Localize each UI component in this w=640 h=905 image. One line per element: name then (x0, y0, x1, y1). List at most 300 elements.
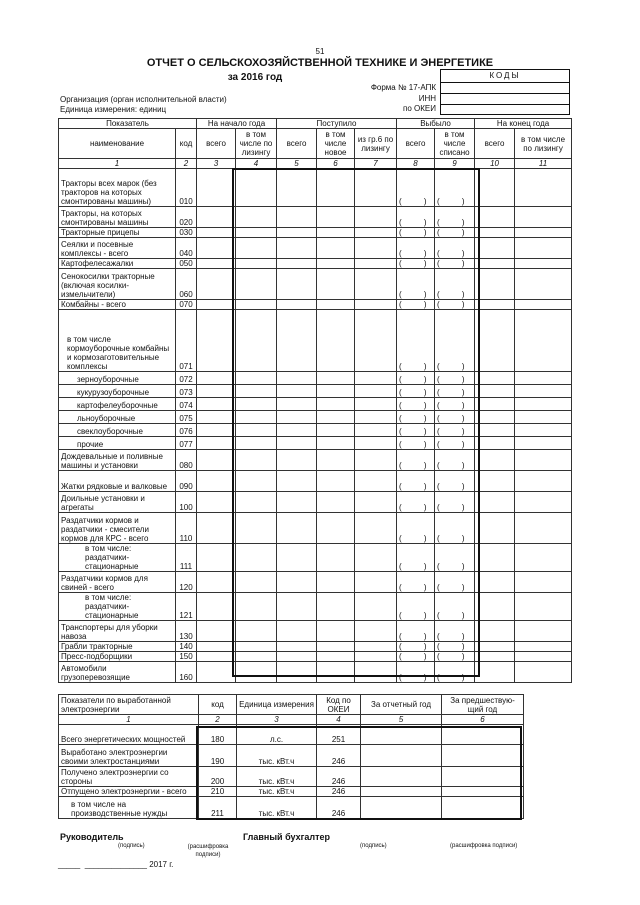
value-cell[interactable] (355, 411, 397, 424)
value-cell[interactable] (236, 385, 277, 398)
value-cell[interactable] (197, 169, 236, 207)
value-cell[interactable] (475, 300, 515, 310)
value-cell[interactable] (515, 269, 572, 300)
value-cell[interactable] (475, 662, 515, 683)
value-cell[interactable] (475, 372, 515, 385)
paren-cell[interactable] (435, 207, 475, 228)
paren-cell[interactable] (397, 411, 435, 424)
table-row (59, 372, 572, 385)
value-cell[interactable] (515, 492, 572, 513)
table-row (59, 492, 572, 513)
energy-row (59, 787, 524, 797)
value-cell[interactable] (317, 398, 355, 411)
energy-col-number-2: 2 (199, 715, 237, 725)
value-cell[interactable] (355, 310, 397, 372)
value-cell[interactable] (197, 372, 236, 385)
paren-cell[interactable] (397, 259, 435, 269)
value-cell[interactable] (277, 385, 317, 398)
value-cell[interactable] (277, 471, 317, 492)
row-name: в том числе кормоуборочные комбайны и кормозаготовительные комплексы (59, 310, 176, 372)
paren-cell[interactable] (435, 269, 475, 300)
energy-okei: 246 (317, 745, 361, 767)
value-cell[interactable] (355, 300, 397, 310)
value-cell[interactable] (475, 269, 515, 300)
paren-cell[interactable] (397, 492, 435, 513)
value-cell[interactable] (197, 300, 236, 310)
value-cell[interactable] (475, 169, 515, 207)
row-name: Пресс-подборщики (59, 652, 176, 662)
group-header-start: На начало года (197, 119, 277, 129)
value-cell[interactable] (475, 593, 515, 621)
value-cell[interactable] (515, 471, 572, 492)
inn-cell[interactable] (441, 94, 569, 105)
paren-placeholder: ( ) (437, 562, 465, 571)
value-cell[interactable] (317, 238, 355, 259)
value-cell[interactable] (515, 372, 572, 385)
paren-cell[interactable] (397, 310, 435, 372)
value-cell[interactable] (515, 662, 572, 683)
paren-cell[interactable] (397, 238, 435, 259)
row-code: 076 (176, 424, 197, 437)
value-cell[interactable] (277, 544, 317, 572)
value-cell[interactable] (236, 300, 277, 310)
paren-cell[interactable] (435, 398, 475, 411)
value-cell[interactable] (515, 300, 572, 310)
value-cell[interactable] (197, 228, 236, 238)
energy-value-cell[interactable] (361, 797, 442, 819)
value-cell[interactable] (475, 492, 515, 513)
value-cell[interactable] (317, 207, 355, 228)
value-cell[interactable] (236, 621, 277, 642)
paren-placeholder: ( ) (437, 440, 465, 449)
row-code: 100 (176, 492, 197, 513)
value-cell[interactable] (317, 385, 355, 398)
value-cell[interactable] (277, 652, 317, 662)
value-cell[interactable] (515, 652, 572, 662)
value-cell[interactable] (317, 513, 355, 544)
energy-value-cell[interactable] (442, 745, 524, 767)
value-cell[interactable] (277, 662, 317, 683)
row-code: 080 (176, 450, 197, 471)
value-cell[interactable] (197, 437, 236, 450)
paren-cell[interactable] (435, 385, 475, 398)
paren-cell[interactable] (435, 372, 475, 385)
value-cell[interactable] (236, 228, 277, 238)
value-cell[interactable] (475, 513, 515, 544)
value-cell[interactable] (277, 228, 317, 238)
form-code-cell[interactable] (441, 83, 569, 94)
value-cell[interactable] (355, 259, 397, 269)
value-cell[interactable] (277, 259, 317, 269)
paren-cell[interactable] (435, 544, 475, 572)
paren-cell[interactable] (397, 207, 435, 228)
value-cell[interactable] (277, 492, 317, 513)
value-cell[interactable] (475, 450, 515, 471)
value-cell[interactable] (277, 411, 317, 424)
value-cell[interactable] (515, 572, 572, 593)
paren-placeholder: ( ) (399, 461, 427, 470)
value-cell[interactable] (277, 372, 317, 385)
value-cell[interactable] (236, 642, 277, 652)
value-cell[interactable] (475, 238, 515, 259)
value-cell[interactable] (236, 652, 277, 662)
value-cell[interactable] (197, 642, 236, 652)
paren-placeholder: ( ) (437, 362, 465, 371)
paren-placeholder: ( ) (399, 482, 427, 491)
value-cell[interactable] (355, 238, 397, 259)
value-cell[interactable] (236, 424, 277, 437)
okei-cell[interactable] (441, 105, 569, 115)
row-name: Жатки рядковые и валковые (59, 471, 176, 492)
paren-cell[interactable] (435, 437, 475, 450)
value-cell[interactable] (515, 238, 572, 259)
value-cell[interactable] (355, 372, 397, 385)
paren-placeholder: ( ) (437, 388, 465, 397)
energy-header-okei: Код по ОКЕИ (317, 695, 361, 715)
value-cell[interactable] (277, 207, 317, 228)
value-cell[interactable] (236, 572, 277, 593)
energy-value-cell[interactable] (442, 787, 524, 797)
value-cell[interactable] (475, 424, 515, 437)
value-cell[interactable] (355, 642, 397, 652)
paren-cell[interactable] (435, 513, 475, 544)
value-cell[interactable] (236, 207, 277, 228)
paren-placeholder: ( ) (399, 362, 427, 371)
value-cell[interactable] (197, 471, 236, 492)
value-cell[interactable] (475, 652, 515, 662)
head-label: Руководитель (60, 832, 124, 842)
value-cell[interactable] (475, 310, 515, 372)
value-cell[interactable] (277, 269, 317, 300)
value-cell[interactable] (277, 572, 317, 593)
page-number: 51 (315, 47, 325, 56)
paren-placeholder: ( ) (399, 611, 427, 620)
value-cell[interactable] (317, 572, 355, 593)
value-cell[interactable] (197, 259, 236, 269)
value-cell[interactable] (475, 544, 515, 572)
value-cell[interactable] (277, 169, 317, 207)
value-cell[interactable] (515, 513, 572, 544)
value-cell[interactable] (277, 593, 317, 621)
value-cell[interactable] (475, 259, 515, 269)
value-cell[interactable] (197, 238, 236, 259)
paren-cell[interactable] (397, 300, 435, 310)
value-cell[interactable] (515, 544, 572, 572)
col-number-5: 5 (277, 159, 317, 169)
value-cell[interactable] (475, 621, 515, 642)
energy-value-cell[interactable] (442, 725, 524, 745)
value-cell[interactable] (236, 411, 277, 424)
paren-cell[interactable] (397, 544, 435, 572)
paren-cell[interactable] (397, 437, 435, 450)
value-cell[interactable] (355, 593, 397, 621)
value-cell[interactable] (277, 398, 317, 411)
value-cell[interactable] (355, 544, 397, 572)
value-cell[interactable] (236, 513, 277, 544)
value-cell[interactable] (475, 385, 515, 398)
value-cell[interactable] (355, 169, 397, 207)
value-cell[interactable] (277, 300, 317, 310)
energy-value-cell[interactable] (361, 745, 442, 767)
value-cell[interactable] (515, 207, 572, 228)
value-cell[interactable] (317, 593, 355, 621)
table-row (59, 424, 572, 437)
value-cell[interactable] (475, 411, 515, 424)
value-cell[interactable] (236, 471, 277, 492)
paren-cell[interactable] (397, 621, 435, 642)
value-cell[interactable] (197, 652, 236, 662)
value-cell[interactable] (515, 424, 572, 437)
value-cell[interactable] (197, 593, 236, 621)
value-cell[interactable] (236, 238, 277, 259)
value-cell[interactable] (277, 450, 317, 471)
value-cell[interactable] (197, 411, 236, 424)
paren-cell[interactable] (397, 169, 435, 207)
value-cell[interactable] (515, 450, 572, 471)
value-cell[interactable] (355, 492, 397, 513)
paren-placeholder: ( ) (399, 401, 427, 410)
paren-cell[interactable] (435, 642, 475, 652)
paren-cell[interactable] (435, 424, 475, 437)
paren-cell[interactable] (435, 259, 475, 269)
energy-value-cell[interactable] (361, 725, 442, 745)
value-cell[interactable] (317, 372, 355, 385)
accountant-label: Главный бухгалтер (243, 832, 331, 842)
value-cell[interactable] (277, 621, 317, 642)
table-row (59, 437, 572, 450)
value-cell[interactable] (317, 259, 355, 269)
value-cell[interactable] (197, 385, 236, 398)
paren-cell[interactable] (397, 471, 435, 492)
value-cell[interactable] (355, 269, 397, 300)
value-cell[interactable] (317, 228, 355, 238)
value-cell[interactable] (236, 662, 277, 683)
row-code: 110 (176, 513, 197, 544)
row-name: льноуборочные (59, 411, 176, 424)
value-cell[interactable] (515, 411, 572, 424)
value-cell[interactable] (197, 492, 236, 513)
energy-row (59, 767, 524, 787)
value-cell[interactable] (236, 450, 277, 471)
paren-cell[interactable] (397, 593, 435, 621)
value-cell[interactable] (236, 259, 277, 269)
value-cell[interactable] (236, 310, 277, 372)
value-cell[interactable] (236, 372, 277, 385)
energy-unit: тыс. кВт.ч (237, 745, 317, 767)
paren-cell[interactable] (435, 572, 475, 593)
col-number-9: 9 (435, 159, 475, 169)
value-cell[interactable] (515, 169, 572, 207)
paren-cell[interactable] (397, 269, 435, 300)
paren-cell[interactable] (397, 372, 435, 385)
value-cell[interactable] (277, 513, 317, 544)
energy-row (59, 797, 524, 819)
row-name: Тракторы всех марок (без тракторов на которых смонтированы машины) (59, 169, 176, 207)
value-cell[interactable] (317, 544, 355, 572)
value-cell[interactable] (355, 424, 397, 437)
value-cell[interactable] (236, 269, 277, 300)
paren-cell[interactable] (397, 228, 435, 238)
value-cell[interactable] (236, 169, 277, 207)
row-name: Сеялки и посевные комплексы - всего (59, 238, 176, 259)
paren-cell[interactable] (397, 424, 435, 437)
col-header-10: всего (475, 129, 515, 159)
value-cell[interactable] (355, 471, 397, 492)
row-name: Грабли тракторные (59, 642, 176, 652)
value-cell[interactable] (197, 424, 236, 437)
paren-cell[interactable] (397, 652, 435, 662)
value-cell[interactable] (475, 471, 515, 492)
value-cell[interactable] (475, 572, 515, 593)
energy-value-cell[interactable] (442, 797, 524, 819)
value-cell[interactable] (317, 310, 355, 372)
value-cell[interactable] (317, 652, 355, 662)
value-cell[interactable] (277, 310, 317, 372)
paren-cell[interactable] (397, 385, 435, 398)
paren-cell[interactable] (435, 238, 475, 259)
value-cell[interactable] (236, 492, 277, 513)
energy-value-cell[interactable] (361, 787, 442, 797)
value-cell[interactable] (515, 593, 572, 621)
table-row (59, 513, 572, 544)
value-cell[interactable] (317, 411, 355, 424)
paren-cell[interactable] (435, 310, 475, 372)
energy-name: Отпущено электроэнергии - всего (59, 787, 199, 797)
value-cell[interactable] (317, 269, 355, 300)
value-cell[interactable] (317, 642, 355, 652)
row-code: 072 (176, 372, 197, 385)
paren-cell[interactable] (435, 228, 475, 238)
value-cell[interactable] (355, 662, 397, 683)
col-number-10: 10 (475, 159, 515, 169)
value-cell[interactable] (515, 259, 572, 269)
value-cell[interactable] (236, 544, 277, 572)
value-cell[interactable] (317, 621, 355, 642)
paren-cell[interactable] (435, 492, 475, 513)
value-cell[interactable] (515, 398, 572, 411)
value-cell[interactable] (515, 228, 572, 238)
paren-cell[interactable] (435, 652, 475, 662)
row-code: 074 (176, 398, 197, 411)
value-cell[interactable] (355, 513, 397, 544)
energy-value-cell[interactable] (442, 767, 524, 787)
paren-placeholder: ( ) (399, 414, 427, 423)
value-cell[interactable] (317, 437, 355, 450)
value-cell[interactable] (277, 437, 317, 450)
paren-cell[interactable] (435, 169, 475, 207)
energy-value-cell[interactable] (361, 767, 442, 787)
value-cell[interactable] (197, 544, 236, 572)
row-code: 040 (176, 238, 197, 259)
value-cell[interactable] (475, 207, 515, 228)
value-cell[interactable] (355, 621, 397, 642)
paren-cell[interactable] (397, 450, 435, 471)
value-cell[interactable] (515, 621, 572, 642)
paren-placeholder: ( ) (437, 583, 465, 592)
value-cell[interactable] (475, 437, 515, 450)
value-cell[interactable] (515, 642, 572, 652)
value-cell[interactable] (197, 398, 236, 411)
value-cell[interactable] (197, 513, 236, 544)
value-cell[interactable] (355, 572, 397, 593)
paren-cell[interactable] (435, 593, 475, 621)
value-cell[interactable] (236, 593, 277, 621)
value-cell[interactable] (197, 450, 236, 471)
value-cell[interactable] (317, 450, 355, 471)
value-cell[interactable] (355, 437, 397, 450)
value-cell[interactable] (355, 207, 397, 228)
paren-placeholder: ( ) (399, 290, 427, 299)
signature-date: _____ ______________ 2017 г. (58, 860, 174, 869)
paren-cell[interactable] (435, 662, 475, 683)
value-cell[interactable] (317, 662, 355, 683)
value-cell[interactable] (197, 310, 236, 372)
value-cell[interactable] (317, 492, 355, 513)
value-cell[interactable] (355, 398, 397, 411)
paren-placeholder: ( ) (399, 503, 427, 512)
value-cell[interactable] (475, 228, 515, 238)
value-cell[interactable] (355, 385, 397, 398)
value-cell[interactable] (197, 572, 236, 593)
value-cell[interactable] (317, 471, 355, 492)
paren-cell[interactable] (435, 300, 475, 310)
value-cell[interactable] (515, 385, 572, 398)
row-name: Дождевальные и поливные машины и установки (59, 450, 176, 471)
value-cell[interactable] (197, 269, 236, 300)
row-name: свеклоуборочные (59, 424, 176, 437)
value-cell[interactable] (515, 437, 572, 450)
paren-cell[interactable] (397, 513, 435, 544)
value-cell[interactable] (236, 398, 277, 411)
paren-cell[interactable] (397, 398, 435, 411)
paren-cell[interactable] (435, 621, 475, 642)
col-header-3: всего (197, 129, 236, 159)
value-cell[interactable] (277, 238, 317, 259)
row-name: Тракторы, на которых смонтированы машины (59, 207, 176, 228)
paren-placeholder: ( ) (437, 375, 465, 384)
paren-cell[interactable] (397, 642, 435, 652)
value-cell[interactable] (355, 450, 397, 471)
value-cell[interactable] (277, 642, 317, 652)
report-period: за 2016 год (227, 72, 283, 83)
value-cell[interactable] (197, 621, 236, 642)
value-cell[interactable] (236, 437, 277, 450)
row-name: зерноуборочные (59, 372, 176, 385)
value-cell[interactable] (317, 300, 355, 310)
paren-cell[interactable] (397, 572, 435, 593)
paren-cell[interactable] (435, 471, 475, 492)
value-cell[interactable] (475, 398, 515, 411)
machinery-table (58, 118, 572, 683)
paren-cell[interactable] (397, 662, 435, 683)
value-cell[interactable] (355, 652, 397, 662)
paren-cell[interactable] (435, 450, 475, 471)
organization-label: Организация (орган исполнительной власти) (60, 95, 227, 104)
col-number-7: 7 (355, 159, 397, 169)
value-cell[interactable] (197, 207, 236, 228)
paren-cell[interactable] (435, 411, 475, 424)
value-cell[interactable] (515, 310, 572, 372)
value-cell[interactable] (317, 169, 355, 207)
value-cell[interactable] (277, 424, 317, 437)
value-cell[interactable] (475, 642, 515, 652)
value-cell[interactable] (317, 424, 355, 437)
group-header-indicator: Показатель (59, 119, 197, 129)
paren-placeholder: ( ) (399, 562, 427, 571)
value-cell[interactable] (197, 662, 236, 683)
value-cell[interactable] (355, 228, 397, 238)
paren-placeholder: ( ) (437, 652, 465, 661)
